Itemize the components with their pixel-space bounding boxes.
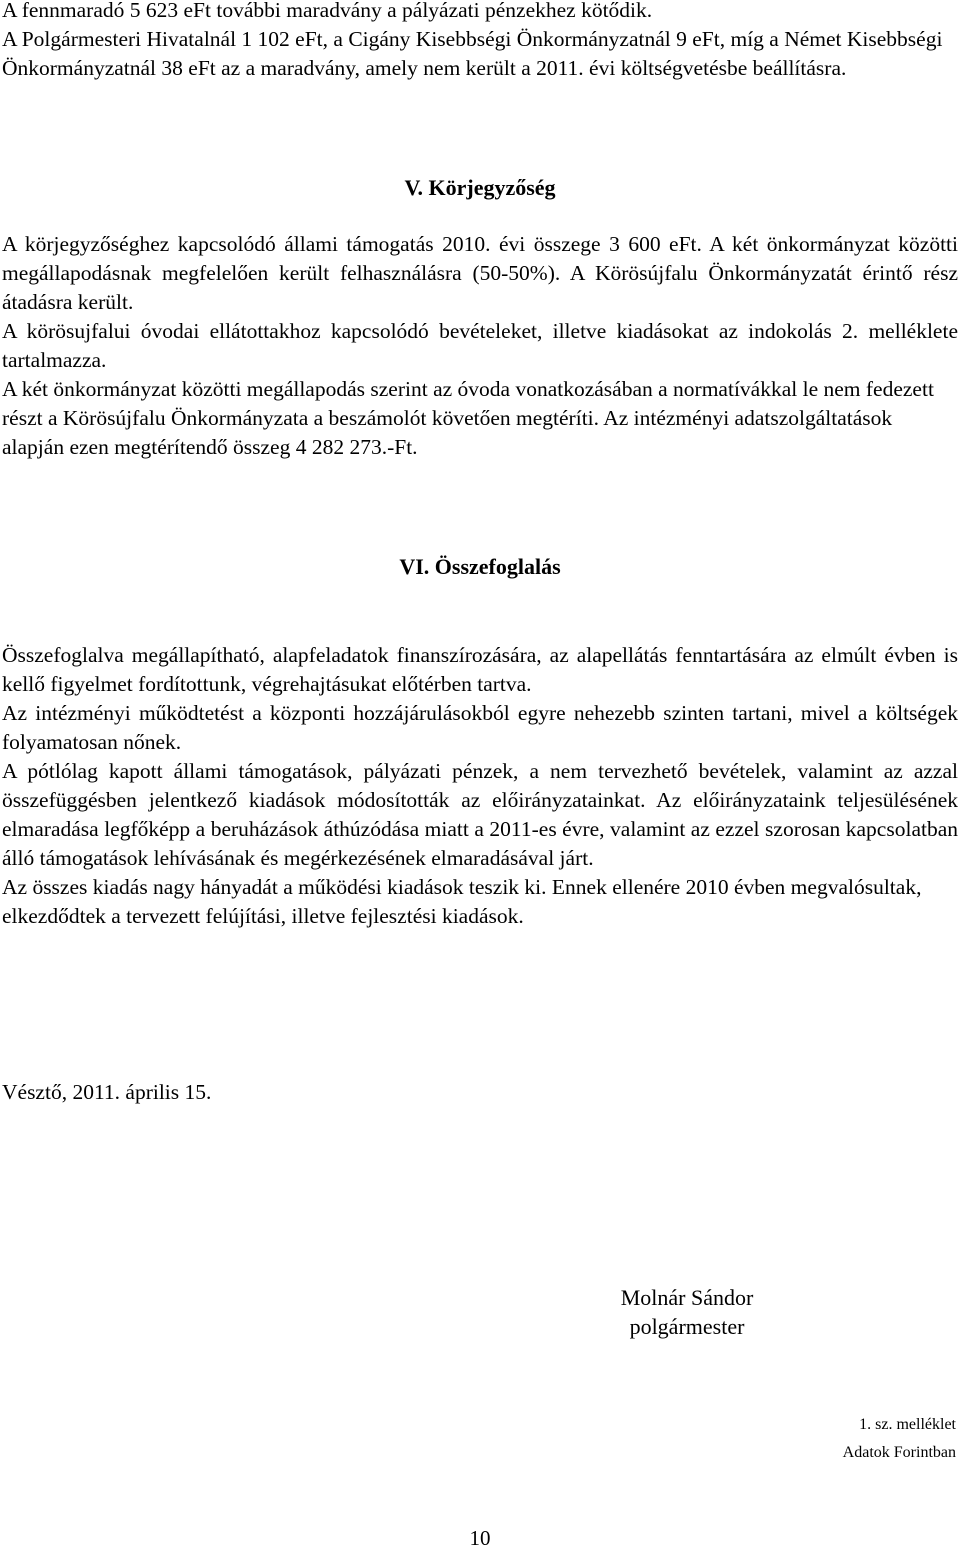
annex-unit: Adatok Forintban <box>842 1444 956 1461</box>
section-v-body <box>2 230 958 462</box>
intro-line: A fennmaradó 5 623 eFt további maradvány a pályázati pénzekhez kötődik. <box>2 0 653 22</box>
page-number: 10 <box>469 1526 491 1550</box>
place-date-text: Vésztő, 2011. április 15. <box>2 1080 212 1104</box>
signature-role: polgármester <box>629 1314 745 1339</box>
section-vi-body <box>2 641 958 931</box>
annex-header <box>843 1411 956 1467</box>
section-v-title: V. Körjegyzőség <box>404 175 556 200</box>
section-vi-paragraph: Az intézményi működtetést a központi hozzájárulásokból egyre nehezebb szinten tartani, mivel a költségek folyamatosan nőnek. <box>2 701 958 754</box>
signature-name: Molnár Sándor <box>620 1285 754 1310</box>
intro-block <box>2 0 958 83</box>
section-vi-paragraph: A pótlólag kapott állami támogatások, pályázati pénzek, a nem tervezhető bevételek, valamint az azzal összefüggésben jelentkező kiadások módosították az előirányzatainkat. Az előirányzataink teljesülésének elmaradása legfőképp a beruházások áthúzódása miatt a 2011-es évre, valamint az ezzel szorosan kapcsolatban álló támogatások lehívásának és megérkezésének elmaradásával járt. <box>2 759 958 870</box>
section-vi-title: VI. Összefoglalás <box>399 554 561 579</box>
section-vi-paragraph: Összefoglalva megállapítható, alapfeladatok finanszírozására, az alapellátás fenntartására az elmúlt évben is kellő figyelmet fordítottunk, végrehajtásukat előtérben tartva. <box>2 643 958 696</box>
section-v-paragraph: A két önkormányzat közötti megállapodás szerint az óvoda vonatkozásában a normatívákkal le nem fedezett részt a Körösújfalu Önkormányzata a beszámolót követően megtéríti. Az intézményi adatszolgáltatások alapján ezen megtérítendő összeg 4 282 273.-Ft. <box>2 377 934 459</box>
section-v-paragraph: A körösujfalui óvodai ellátottakhoz kapcsolódó bevételeket, illetve kiadásokat az indokolás 2. melléklete tartalmazza. <box>2 319 958 372</box>
section-vi-paragraph: Az összes kiadás nagy hányadát a működési kiadások teszik ki. Ennek ellenére 2010 évben megvalósultak, elkezdődtek a tervezett felújítási, illetve fejlesztési kiadások. <box>2 875 922 928</box>
intro-line: A Polgármesteri Hivatalnál 1 102 eFt, a Cigány Kisebbségi Önkormányzatnál 9 eFt, míg a Német Kisebbségi Önkormányzatnál 38 eFt az a maradvány, amely nem került a 2011. évi költségvetésbe beállításra. <box>2 27 943 80</box>
section-v-paragraph: A körjegyzőséghez kapcsolódó állami támogatás 2010. évi összege 3 600 eFt. A két önkormányzat közötti megállapodásnak megfelelően került felhasználásra (50-50%). A Körösújfalu Önkormányzatát érintő rész átadásra került. <box>2 232 958 314</box>
annex-label: 1. sz. melléklet <box>859 1416 956 1433</box>
signature-block <box>560 1283 814 1341</box>
place-date <box>2 1078 958 1107</box>
